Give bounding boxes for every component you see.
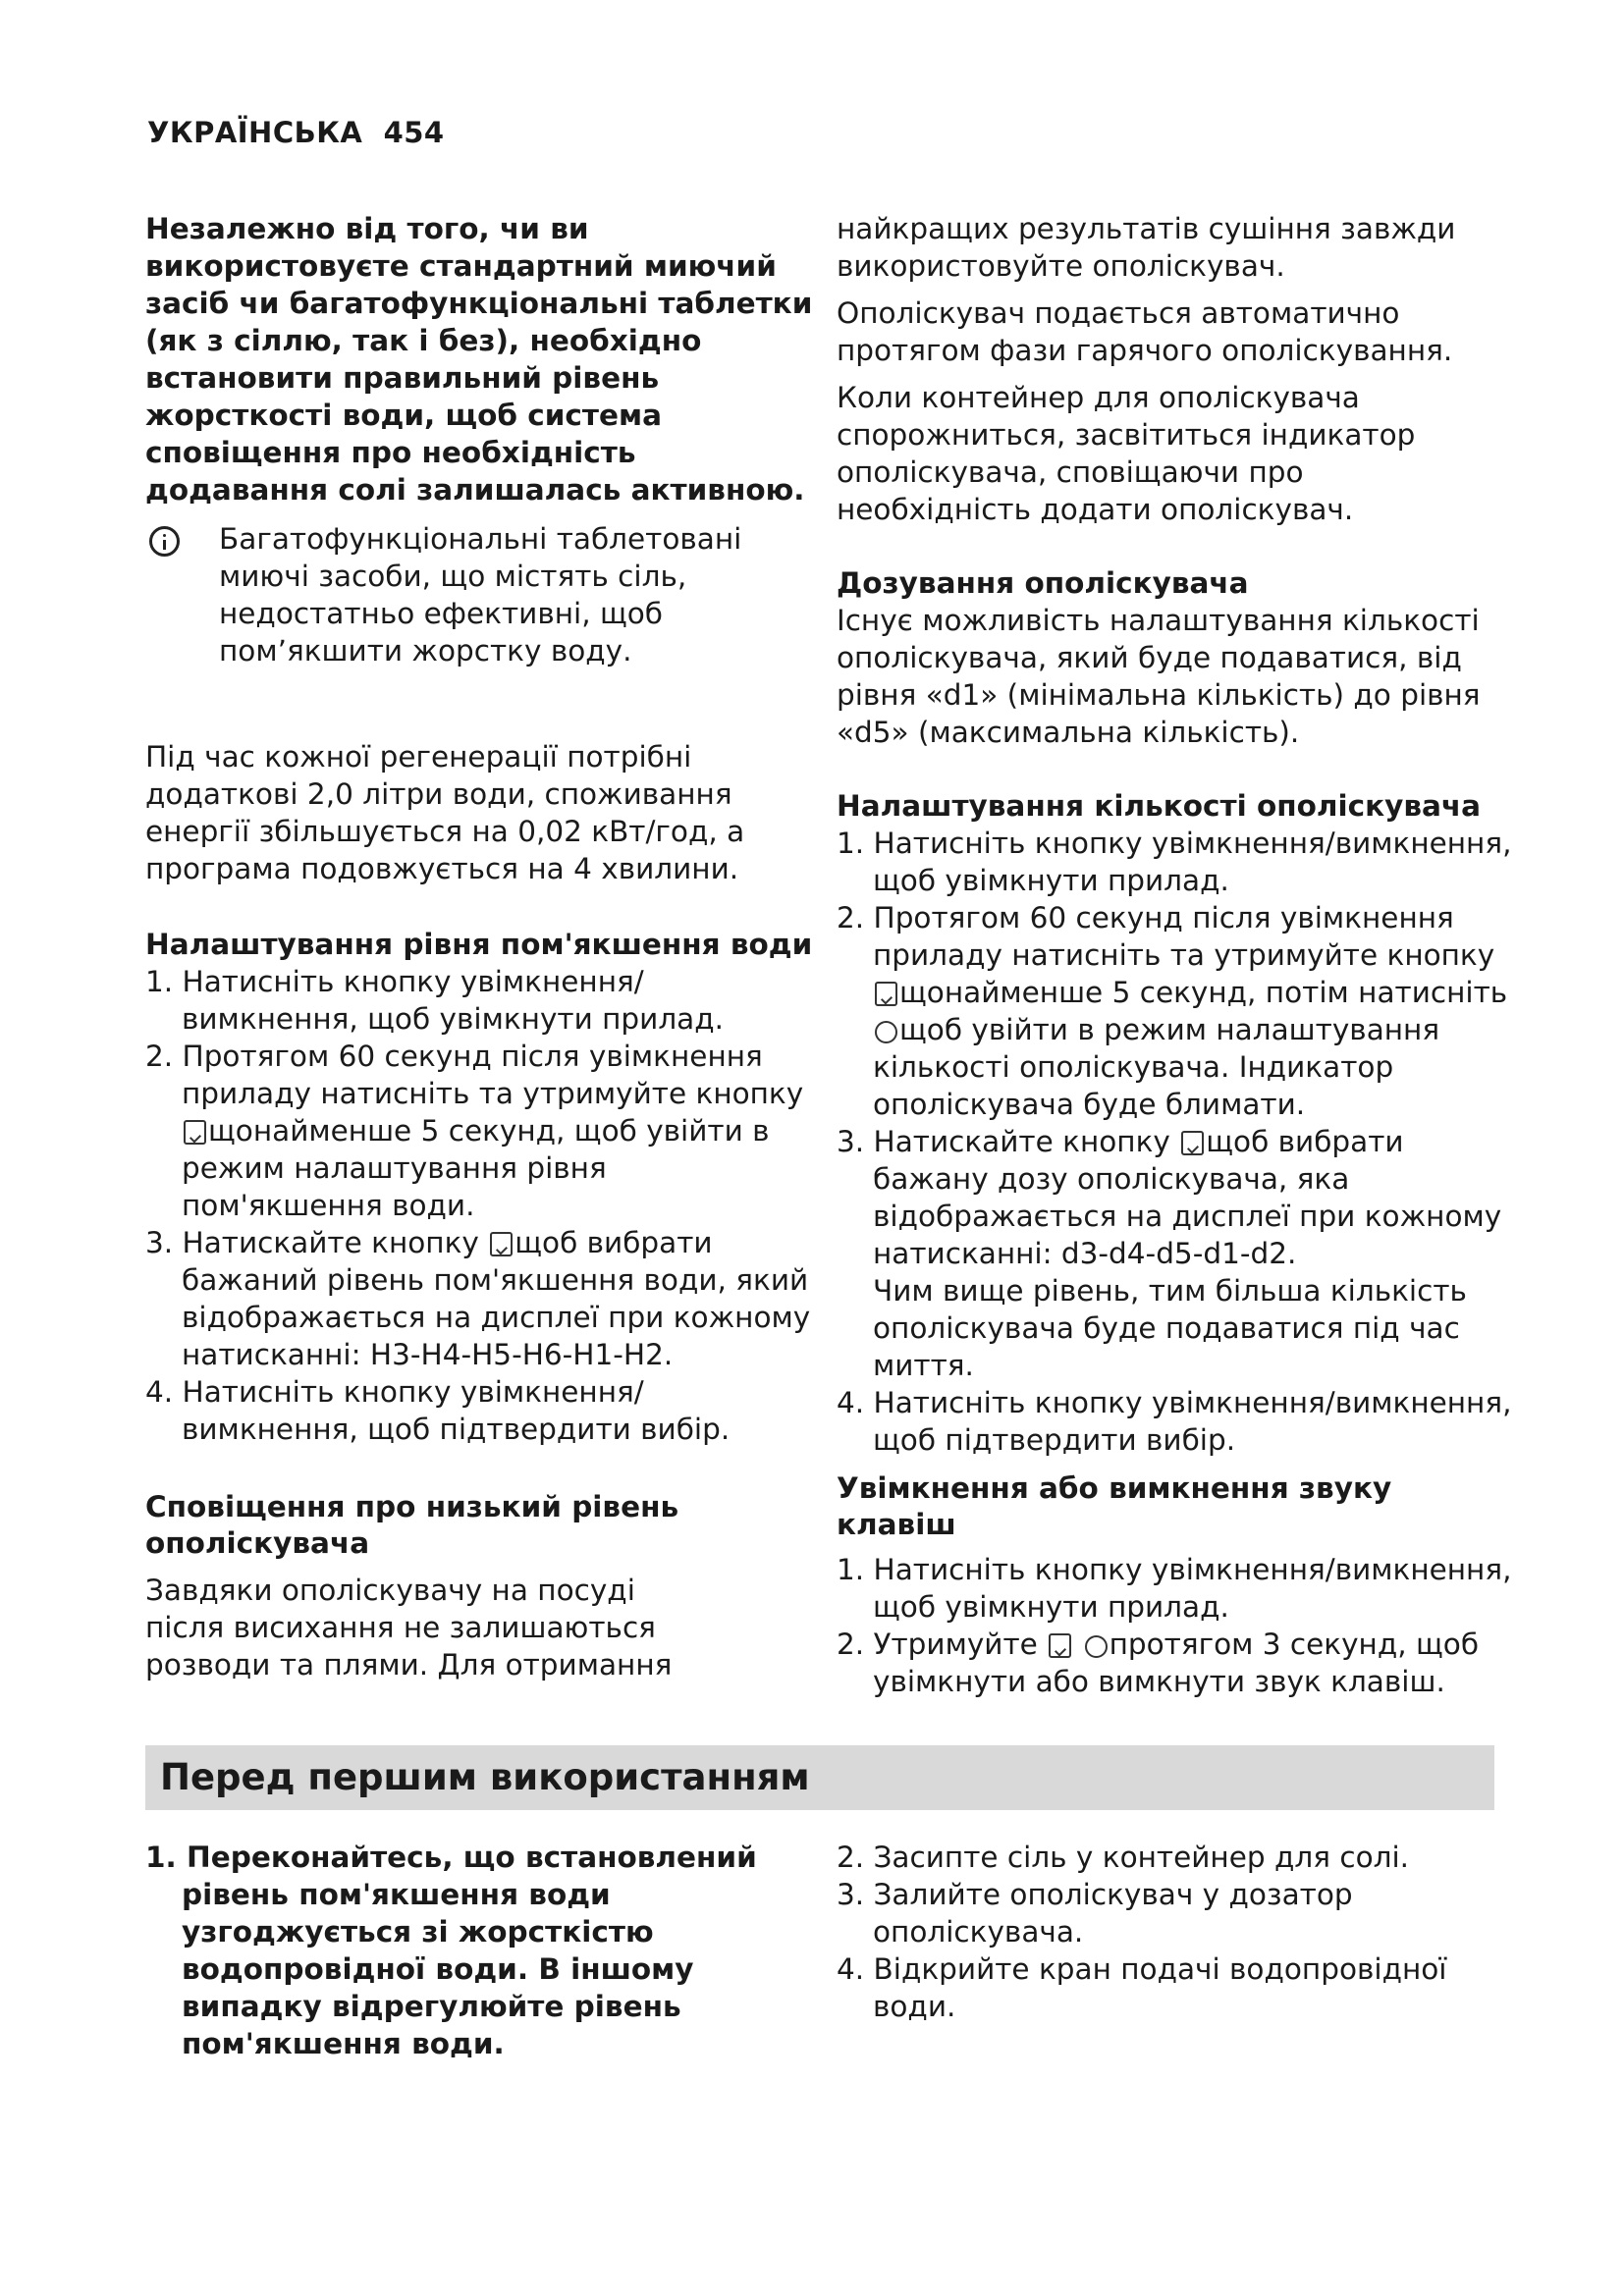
dosage-heading: Дозування ополіскувача <box>837 566 1249 600</box>
softener-steps <box>145 963 813 1448</box>
low-rinse-text: Завдяки ополіскувачу на посуді після висихання не залишаються розводи та плями. Для отримання <box>145 1574 673 1682</box>
list-item: 2. Засипте сіль у контейнер для солі. <box>837 1841 1410 1874</box>
softener-heading: Налаштування рівня пом'якшення води <box>145 928 813 961</box>
left-column <box>145 210 813 1683</box>
indicator-paragraph: Коли контейнер для ополіскувача спорожниться, засвітиться індикатор ополіскувача, сповіщаючи про необхідність додати ополіскувач. <box>837 381 1416 526</box>
first-use-steps-left <box>145 1839 793 2062</box>
list-item: 2. Протягом 60 секунд після увімкнення приладу натисніть та утримуйте кнопку щонайменше 5 секунд, щоб увійти в режим налаштування рівня пом'якшення води. <box>145 1040 804 1222</box>
program-button-icon <box>184 1120 206 1145</box>
sound-heading: Увімкнення або вимкнення звуку клавіш <box>837 1471 1392 1541</box>
list-item: 1. Натисніть кнопку увімкнення/вимкнення, щоб увімкнути прилад. <box>837 1553 1512 1624</box>
dosage-text: Існує можливість налаштування кількості ополіскувача, який буде подаватися, від рівня «d1» (мінімальна кількість) до рівня «d5» (максимальна кількість). <box>837 604 1481 749</box>
program-button-icon <box>875 982 897 1006</box>
right-column <box>837 210 1514 1700</box>
note-text: Багатофункціональні таблетовані миючі засоби, що містять сіль, недостатньо ефективні, щоб пом’якшити жорстку воду. <box>219 522 742 667</box>
list-item: 3. Залийте ополіскувач у дозатор ополіскувача. <box>837 1878 1353 1949</box>
regeneration-paragraph: Під час кожної регенерації потрібні додаткові 2,0 літри води, споживання енергії збільшується на 0,02 кВт/год, а програма подовжується на 4 хвилини. <box>145 740 745 885</box>
intro-paragraph: Незалежно від того, чи ви використовуєте стандартний миючий засіб чи багатофункціональні таблетки (як з сіллю, так і без), необхідно встановити правильний рівень жорсткості води, щоб система сповіщення про необхідність додавання солі залишалась активною. <box>145 212 813 507</box>
header-language: УКРАЇНСЬКА <box>147 116 363 149</box>
rinse-setting-steps <box>837 825 1514 1459</box>
header-page-number: 454 <box>383 116 445 149</box>
sound-steps <box>837 1551 1514 1700</box>
list-item: 3. Натискайте кнопку щоб вибрати бажану дозу ополіскувача, яка відображається на дисплеї при кожному натисканні: d3-d4-d5-d1-d2. Чим вище рівень, тим більша кількість ополіскувача буде подаватися під час миття. <box>837 1125 1502 1382</box>
low-rinse-heading: Сповіщення про низький рівень ополіскувача <box>145 1490 679 1560</box>
section-title: Перед першим використанням <box>160 1756 810 1798</box>
info-note <box>145 520 813 669</box>
option-button-icon <box>875 1021 897 1043</box>
first-use-steps-right <box>837 1839 1514 2025</box>
list-item: 2. Утримуйте протягом 3 секунд, щоб увімкнути або вимкнути звук клавіш. <box>837 1628 1480 1698</box>
list-item: 3. Натискайте кнопку щоб вибрати бажаний рівень пом'якшення води, який відображається на дисплеї при кожному натисканні: H3-H4-H5-H6-H1-H2. <box>145 1226 811 1371</box>
program-button-icon <box>490 1232 513 1256</box>
list-item: 1. Натисніть кнопку увімкнення/вимкнення, щоб увімкнути прилад. <box>837 827 1512 897</box>
list-item: 1. Натисніть кнопку увімкнення/вимкнення, щоб увімкнути прилад. <box>145 965 725 1036</box>
list-item: 2. Протягом 60 секунд після увімкнення приладу натисніть та утримуйте кнопку щонайменше 5 секунд, потім натисніть щоб увійти в режим налаштування кількості ополіскувача. Індикатор ополіскувача буде блимати. <box>837 901 1508 1121</box>
first-use-right <box>837 1839 1514 2025</box>
page-header <box>147 116 445 149</box>
program-button-icon <box>1181 1131 1204 1155</box>
list-item: 4. Натисніть кнопку увімкнення/вимкнення, щоб підтвердити вибір. <box>837 1386 1512 1457</box>
program-button-icon <box>1049 1633 1071 1658</box>
list-item: 1. Переконайтесь, що встановлений рівень пом'якшення води узгоджується зі жорсткістю водопровідної води. В іншому випадку відрегулюйте рівень пом'якшення води. <box>145 1841 757 2060</box>
auto-paragraph: Ополіскувач подається автоматично протягом фази гарячого ополіскування. <box>837 296 1453 367</box>
option-button-icon <box>1085 1635 1108 1658</box>
list-item: 4. Натисніть кнопку увімкнення/вимкнення, щоб підтвердити вибір. <box>145 1375 731 1446</box>
first-use-left <box>145 1839 793 2062</box>
list-item: 4. Відкрийте кран подачі водопровідної води. <box>837 1952 1447 2023</box>
continuation-paragraph: найкращих результатів сушіння завжди використовуйте ополіскувач. <box>837 212 1456 283</box>
rinse-setting-heading: Налаштування кількості ополіскувача <box>837 789 1482 823</box>
info-icon <box>149 526 180 557</box>
